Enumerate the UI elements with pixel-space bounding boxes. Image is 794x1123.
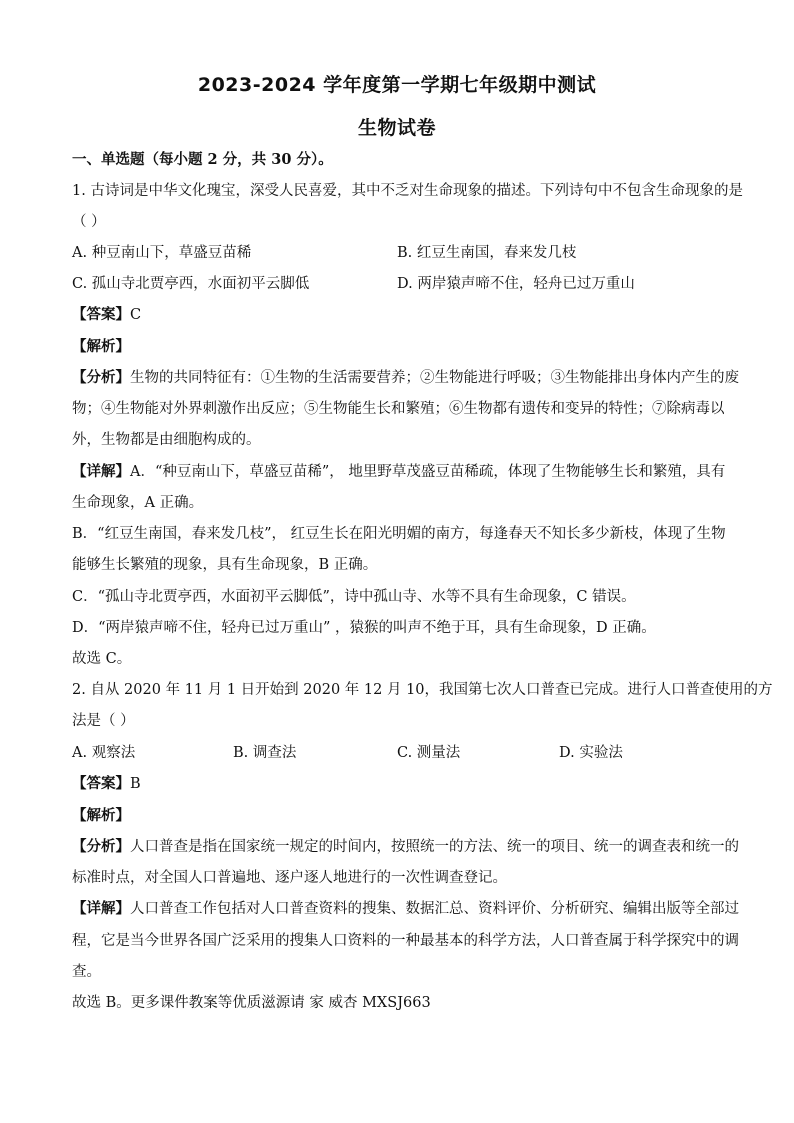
q1-option-d: D. 两岸猿声啼不住，轻舟已过万重山 [397, 276, 635, 292]
q2-stem-line2: 法是（ ） [72, 713, 135, 729]
q2-analysis-line1 [72, 837, 739, 857]
q2-option-c: C. 测量法 [397, 745, 461, 761]
q1-jiexi-label: 【解析】 [72, 338, 130, 355]
q1-option-b: B. 红豆生南国，春来发几枝 [397, 245, 577, 261]
q1-analysis-line3: 外，生物都是由细胞构成的。 [72, 432, 261, 448]
q1-stem-line2: （ ） [72, 214, 106, 230]
q1-detail-label: 【详解】 [72, 463, 130, 480]
q1-stem-line1: 1. 古诗词是中华文化瑰宝，深受人民喜爱，其中不乏对生命现象的描述。下列诗句中不包含生命现象的是 [72, 183, 743, 199]
q2-analysis-text: 人口普查是指在国家统一规定的时间内，按照统一的方法、统一的项目、统一的调查表和统一的 [130, 839, 739, 855]
q2-detail-line3: 查。 [72, 964, 101, 980]
q2-option-d: D. 实验法 [559, 745, 623, 761]
q2-detail-text: 人口普查工作包括对人口普查资料的搜集、数据汇总、资料评价、分析研究、编辑出版等全部过 [130, 901, 739, 917]
q2-answer-label: 【答案】 [72, 775, 130, 792]
q2-analysis-line2: 标准时点，对全国人口普遍地、逐户逐人地进行的一次性调查登记。 [72, 870, 507, 886]
q2-detail-line2: 程，它是当今世界各国广泛采用的搜集人口资料的一种最基本的科学方法，人口普查属于科学探究中的调 [72, 933, 739, 949]
q1-analysis-label: 【分析】 [72, 369, 130, 386]
q1-analysis-line2: 物；④生物能对外界刺激作出反应；⑤生物能生长和繁殖；⑥生物都有遗传和变异的特性；⑦除病毒以 [72, 401, 725, 417]
q2-answer [72, 774, 732, 794]
q1-option-c: C. 孤山寺北贾亭西，水面初平云脚低 [72, 276, 310, 292]
q1-analysis-line1 [72, 368, 739, 388]
q1-detail-line3: B．“红豆生南国，春来发几枝”， 红豆生长在阳光明媚的南方，每逢春天不知长多少新枝，体现了生物 [72, 526, 726, 542]
q1-detail-line5: C．“孤山寺北贾亭西，水面初平云脚低”，诗中孤山寺、水等不具有生命现象，C 错误。 [72, 589, 636, 605]
q1-detail-line6: D．“两岸猿声啼不住，轻舟已过万重山” ，猿猴的叫声不绝于耳，具有生命现象，D 正确。 [72, 620, 656, 636]
q1-answer-label: 【答案】 [72, 306, 130, 323]
q1-detail-line4: 能够生长繁殖的现象，具有生命现象，B 正确。 [72, 557, 378, 573]
q2-jiexi-label: 【解析】 [72, 807, 130, 824]
q2-answer-value: B [130, 776, 141, 792]
q1-detail-line2: 生命现象，A 正确。 [72, 495, 204, 511]
q1-answer [72, 305, 732, 325]
q2-stem-line1: 2. 自从 2020 年 11 月 1 日开始到 2020 年 12 月 10，我国第七次人口普查已完成。进行人口普查使用的方 [72, 682, 773, 698]
page-subtitle: 生物试卷 [357, 117, 436, 139]
q1-answer-value: C [130, 307, 142, 323]
q2-conclusion: 故选 B。更多课件教案等优质滋源请 家 威杏 MXSJ663 [72, 995, 431, 1011]
q1-option-a: A. 种豆南山下，草盛豆苗稀 [72, 245, 252, 261]
q1-detail-text: A．“种豆南山下，草盛豆苗稀”， 地里野草茂盛豆苗稀疏，体现了生物能够生长和繁殖，具有 [130, 464, 726, 480]
q1-conclusion: 故选 C。 [72, 651, 132, 667]
q1-analysis-text: 生物的共同特征有：①生物的生活需要营养；②生物能进行呼吸；③生物能排出身体内产生的废 [130, 370, 739, 386]
q2-detail-label: 【详解】 [72, 900, 130, 917]
q2-detail-line1 [72, 899, 739, 919]
page-title: 2023-2024 学年度第一学期七年级期中测试 [197, 74, 597, 96]
section-heading: 一、单选题（每小题 2 分，共 30 分）。 [72, 151, 333, 168]
q2-analysis-label: 【分析】 [72, 838, 130, 855]
q2-option-a: A. 观察法 [72, 745, 136, 761]
q2-option-b: B. 调查法 [233, 745, 297, 761]
q1-detail-line1 [72, 462, 732, 482]
